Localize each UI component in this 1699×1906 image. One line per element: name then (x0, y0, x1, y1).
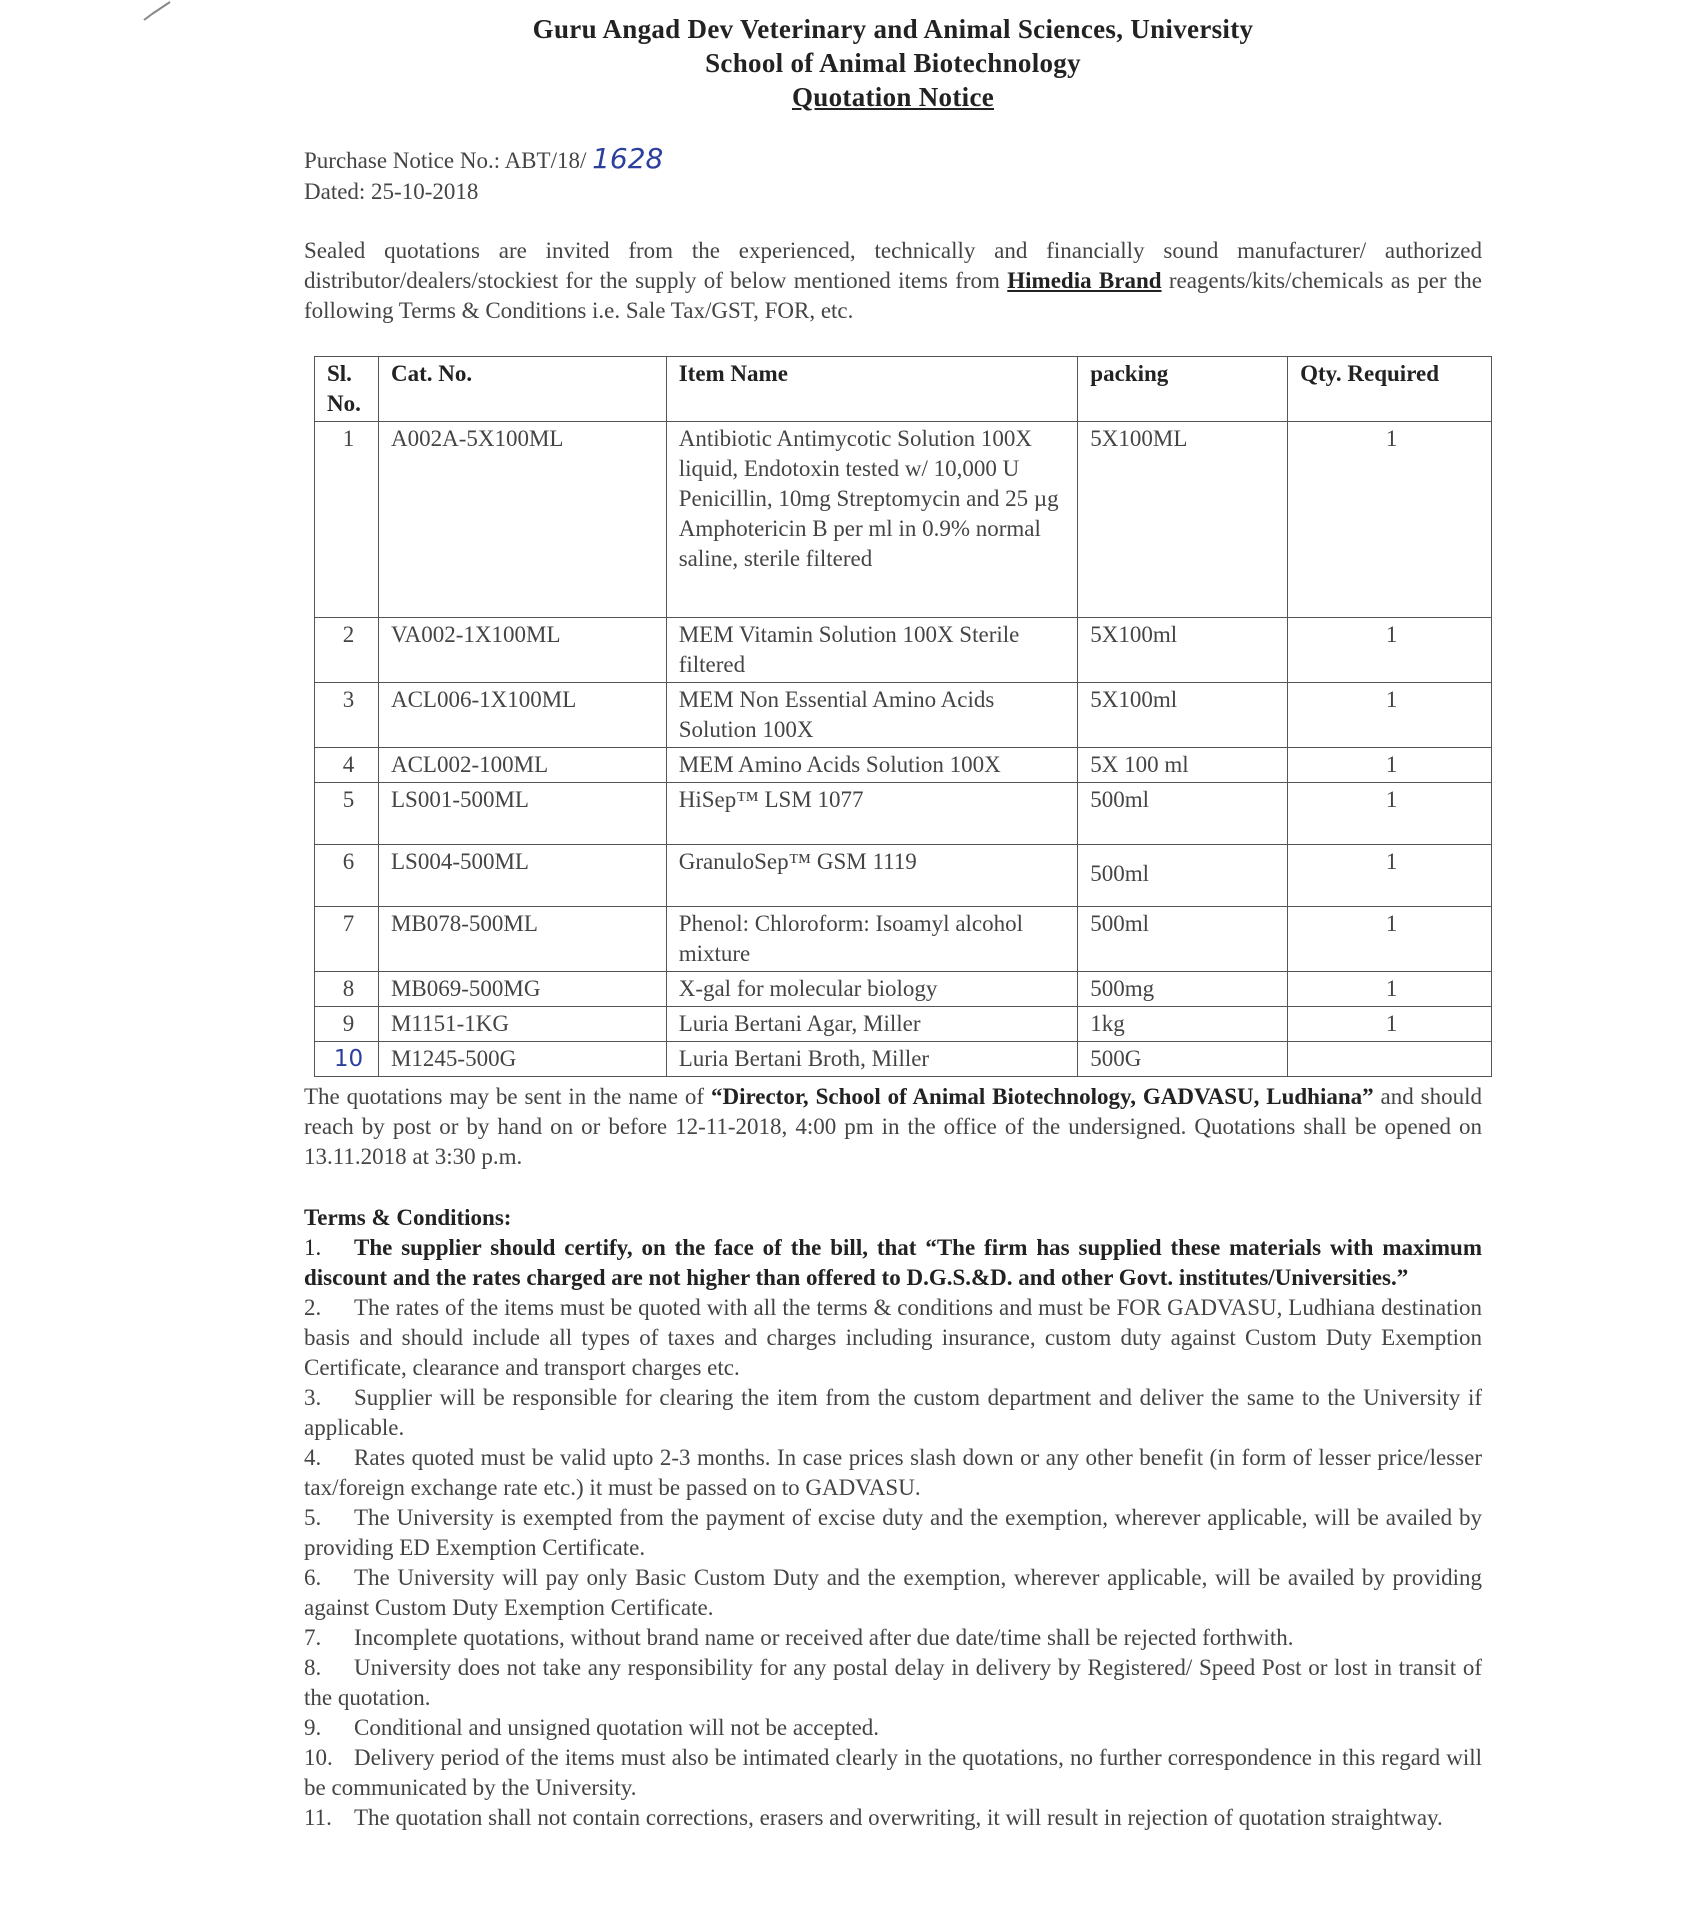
term-number: 1. (304, 1235, 322, 1260)
cell-sl: 4 (315, 748, 379, 783)
cell-qty: 1 (1288, 1007, 1492, 1042)
cell-item: Luria Bertani Agar, Miller (666, 1007, 1078, 1042)
table-row (315, 907, 1492, 972)
cell-sl: 9 (315, 1007, 379, 1042)
term-text: The quotation shall not contain corrections, erasers and overwriting, it will result in rejection of quotation straightway. (354, 1805, 1443, 1830)
table-row (315, 422, 1492, 618)
term-item (304, 1443, 1482, 1503)
cell-sl: 6 (315, 845, 379, 907)
cell-sl: 8 (315, 972, 379, 1007)
cell-packing: 500ml (1078, 907, 1288, 972)
terms-title: Terms & Conditions: (304, 1205, 512, 1230)
intro-paragraph (304, 236, 1482, 326)
table-row (315, 618, 1492, 683)
term-text: The University will pay only Basic Custom Duty and the exemption, wherever applicable, will be availed by providing against Custom Duty Exemption Certificate. (304, 1565, 1482, 1620)
term-number: 2. (304, 1295, 322, 1320)
term-text: The supplier should certify, on the face of the bill, that “The firm has supplied these materials with maximum discount and the rates charged are not higher than offered to D.G.S.&D. and other Govt. institutes/Universities.” (304, 1235, 1482, 1290)
cell-sl: 5 (315, 783, 379, 845)
submission-text: The quotations may be sent in the name of (304, 1084, 711, 1109)
brand-name: Himedia Brand (1007, 268, 1162, 293)
cell-item: MEM Vitamin Solution 100X Sterile filtered (666, 618, 1078, 683)
cell-qty: 1 (1288, 422, 1492, 618)
document-title: Quotation Notice (791, 82, 995, 112)
intro-text-after: reagents/kits/chemicals as per the following Terms & Conditions i.e. Sale Tax/GST, FOR, etc. (304, 268, 1483, 323)
term-item (304, 1743, 1482, 1803)
pen-tick-mark (142, 0, 172, 24)
term-item (304, 1623, 1482, 1653)
table-row (315, 1042, 1492, 1077)
cell-qty: 1 (1288, 972, 1492, 1007)
cell-item: MEM Non Essential Amino Acids Solution 100X (666, 683, 1078, 748)
term-text: Conditional and unsigned quotation will not be accepted. (354, 1715, 880, 1740)
cell-item: GranuloSep™ GSM 1119 (666, 845, 1078, 907)
table-row (315, 1007, 1492, 1042)
term-item (304, 1563, 1482, 1623)
purchase-notice-label: Purchase Notice No.: ABT/18/ (304, 148, 587, 173)
header-sl-no: Sl. No. (315, 357, 379, 422)
term-text: Rates quoted must be valid upto 2-3 months. In case prices slash down or any other benefit (in form of lesser price/lesser tax/foreign exchange rate etc.) it must be passed on to GADVASU. (304, 1445, 1482, 1500)
header-cat-no: Cat. No. (378, 357, 666, 422)
term-number: 5. (304, 1505, 322, 1530)
term-text: The University is exempted from the payment of excise duty and the exemption, wherever applicable, will be availed by providing ED Exemption Certificate. (304, 1505, 1482, 1560)
purchase-notice-number: 1628 (592, 142, 664, 175)
cell-cat: A002A-5X100ML (378, 422, 666, 618)
university-name: Guru Angad Dev Veterinary and Animal Sciences, University (532, 14, 1254, 44)
term-text: University does not take any responsibility for any postal delay in delivery by Registered/ Speed Post or lost in transit of the quotation. (304, 1655, 1482, 1710)
cell-qty (1288, 1042, 1492, 1077)
cell-cat: ACL002-100ML (378, 748, 666, 783)
items-table (314, 356, 1492, 1077)
cell-item: Phenol: Chloroform: Isoamyl alcohol mixture (666, 907, 1078, 972)
purchase-notice-line (304, 143, 663, 176)
cell-sl: 2 (315, 618, 379, 683)
cell-qty: 1 (1288, 907, 1492, 972)
cell-item: X-gal for molecular biology (666, 972, 1078, 1007)
notice-info (304, 143, 663, 207)
term-item (304, 1503, 1482, 1563)
table-row (315, 683, 1492, 748)
cell-sl: 1 (315, 422, 379, 618)
term-number: 3. (304, 1385, 322, 1410)
cell-packing: 500mg (1078, 972, 1288, 1007)
table-header-row (315, 357, 1492, 422)
term-number: 7. (304, 1625, 322, 1650)
term-number: 9. (304, 1715, 322, 1740)
term-item (304, 1233, 1482, 1293)
table-row (315, 783, 1492, 845)
terms-section (304, 1203, 1482, 1833)
term-number: 6. (304, 1565, 322, 1590)
term-item (304, 1803, 1482, 1833)
cell-qty: 1 (1288, 783, 1492, 845)
cell-sl: 3 (315, 683, 379, 748)
intro-text: Sealed quotations are invited from the experienced, technically and financially sound manufacturer/ authorized distributor/dealers/stockiest for the supply of below mentioned items from (304, 238, 1482, 293)
school-name: School of Animal Biotechnology (705, 48, 1081, 78)
cell-packing: 1kg (1078, 1007, 1288, 1042)
cell-item: Luria Bertani Broth, Miller (666, 1042, 1078, 1077)
cell-cat: M1151-1KG (378, 1007, 666, 1042)
cell-item: MEM Amino Acids Solution 100X (666, 748, 1078, 783)
cell-sl-handwritten: 10 (315, 1042, 379, 1077)
cell-packing: 5X100ml (1078, 683, 1288, 748)
cell-cat: LS001-500ML (378, 783, 666, 845)
cell-cat: M1245-500G (378, 1042, 666, 1077)
submission-paragraph (304, 1082, 1482, 1172)
term-text: Incomplete quotations, without brand name or received after due date/time shall be rejected forthwith. (354, 1625, 1294, 1650)
cell-sl: 7 (315, 907, 379, 972)
cell-qty: 1 (1288, 845, 1492, 907)
cell-item: Antibiotic Antimycotic Solution 100X liquid, Endotoxin tested w/ 10,000 U Penicillin, 10mg Streptomycin and 25 µg Amphotericin B per ml in 0.9% normal saline, sterile filtered (666, 422, 1078, 618)
cell-packing: 500G (1078, 1042, 1288, 1077)
table-row (315, 845, 1492, 907)
term-item (304, 1713, 1482, 1743)
submission-text-after: and should reach by post or by hand on or before 12-11-2018, 4:00 pm in the office of the undersigned. Quotations shall be opened on 13.11.2018 at 3:30 p.m. (304, 1084, 1482, 1169)
cell-packing: 500ml (1078, 783, 1288, 845)
cell-qty: 1 (1288, 618, 1492, 683)
cell-cat: VA002-1X100ML (378, 618, 666, 683)
term-number: 4. (304, 1445, 322, 1470)
table-row (315, 972, 1492, 1007)
cell-qty: 1 (1288, 748, 1492, 783)
cell-qty: 1 (1288, 683, 1492, 748)
document-header (304, 12, 1482, 114)
term-text: The rates of the items must be quoted with all the terms & conditions and must be FOR GADVASU, Ludhiana destination basis and should include all types of taxes and charges including insurance, custom duty against Custom Duty Exemption Certificate, clearance and transport charges etc. (304, 1295, 1482, 1380)
cell-packing: 5X100ML (1078, 422, 1288, 618)
term-number: 11. (304, 1805, 332, 1830)
table-row (315, 748, 1492, 783)
term-item (304, 1293, 1482, 1383)
header-qty-required: Qty. Required (1288, 357, 1492, 422)
cell-cat: MB078-500ML (378, 907, 666, 972)
cell-cat: MB069-500MG (378, 972, 666, 1007)
cell-packing: 500ml (1078, 845, 1288, 907)
term-item (304, 1653, 1482, 1713)
addressee: “Director, School of Animal Biotechnology, GADVASU, Ludhiana” (710, 1084, 1374, 1109)
term-text: Supplier will be responsible for clearing the item from the custom department and deliver the same to the University if applicable. (304, 1385, 1482, 1440)
term-text: Delivery period of the items must also be intimated clearly in the quotations, no further correspondence in this regard will be communicated by the University. (304, 1745, 1482, 1800)
term-number: 10. (304, 1745, 333, 1770)
header-packing: packing (1078, 357, 1288, 422)
cell-item: HiSep™ LSM 1077 (666, 783, 1078, 845)
notice-date: Dated: 25-10-2018 (304, 179, 479, 204)
cell-cat: ACL006-1X100ML (378, 683, 666, 748)
term-item (304, 1383, 1482, 1443)
term-number: 8. (304, 1655, 322, 1680)
header-item-name: Item Name (666, 357, 1078, 422)
cell-packing: 5X 100 ml (1078, 748, 1288, 783)
cell-packing: 5X100ml (1078, 618, 1288, 683)
cell-cat: LS004-500ML (378, 845, 666, 907)
